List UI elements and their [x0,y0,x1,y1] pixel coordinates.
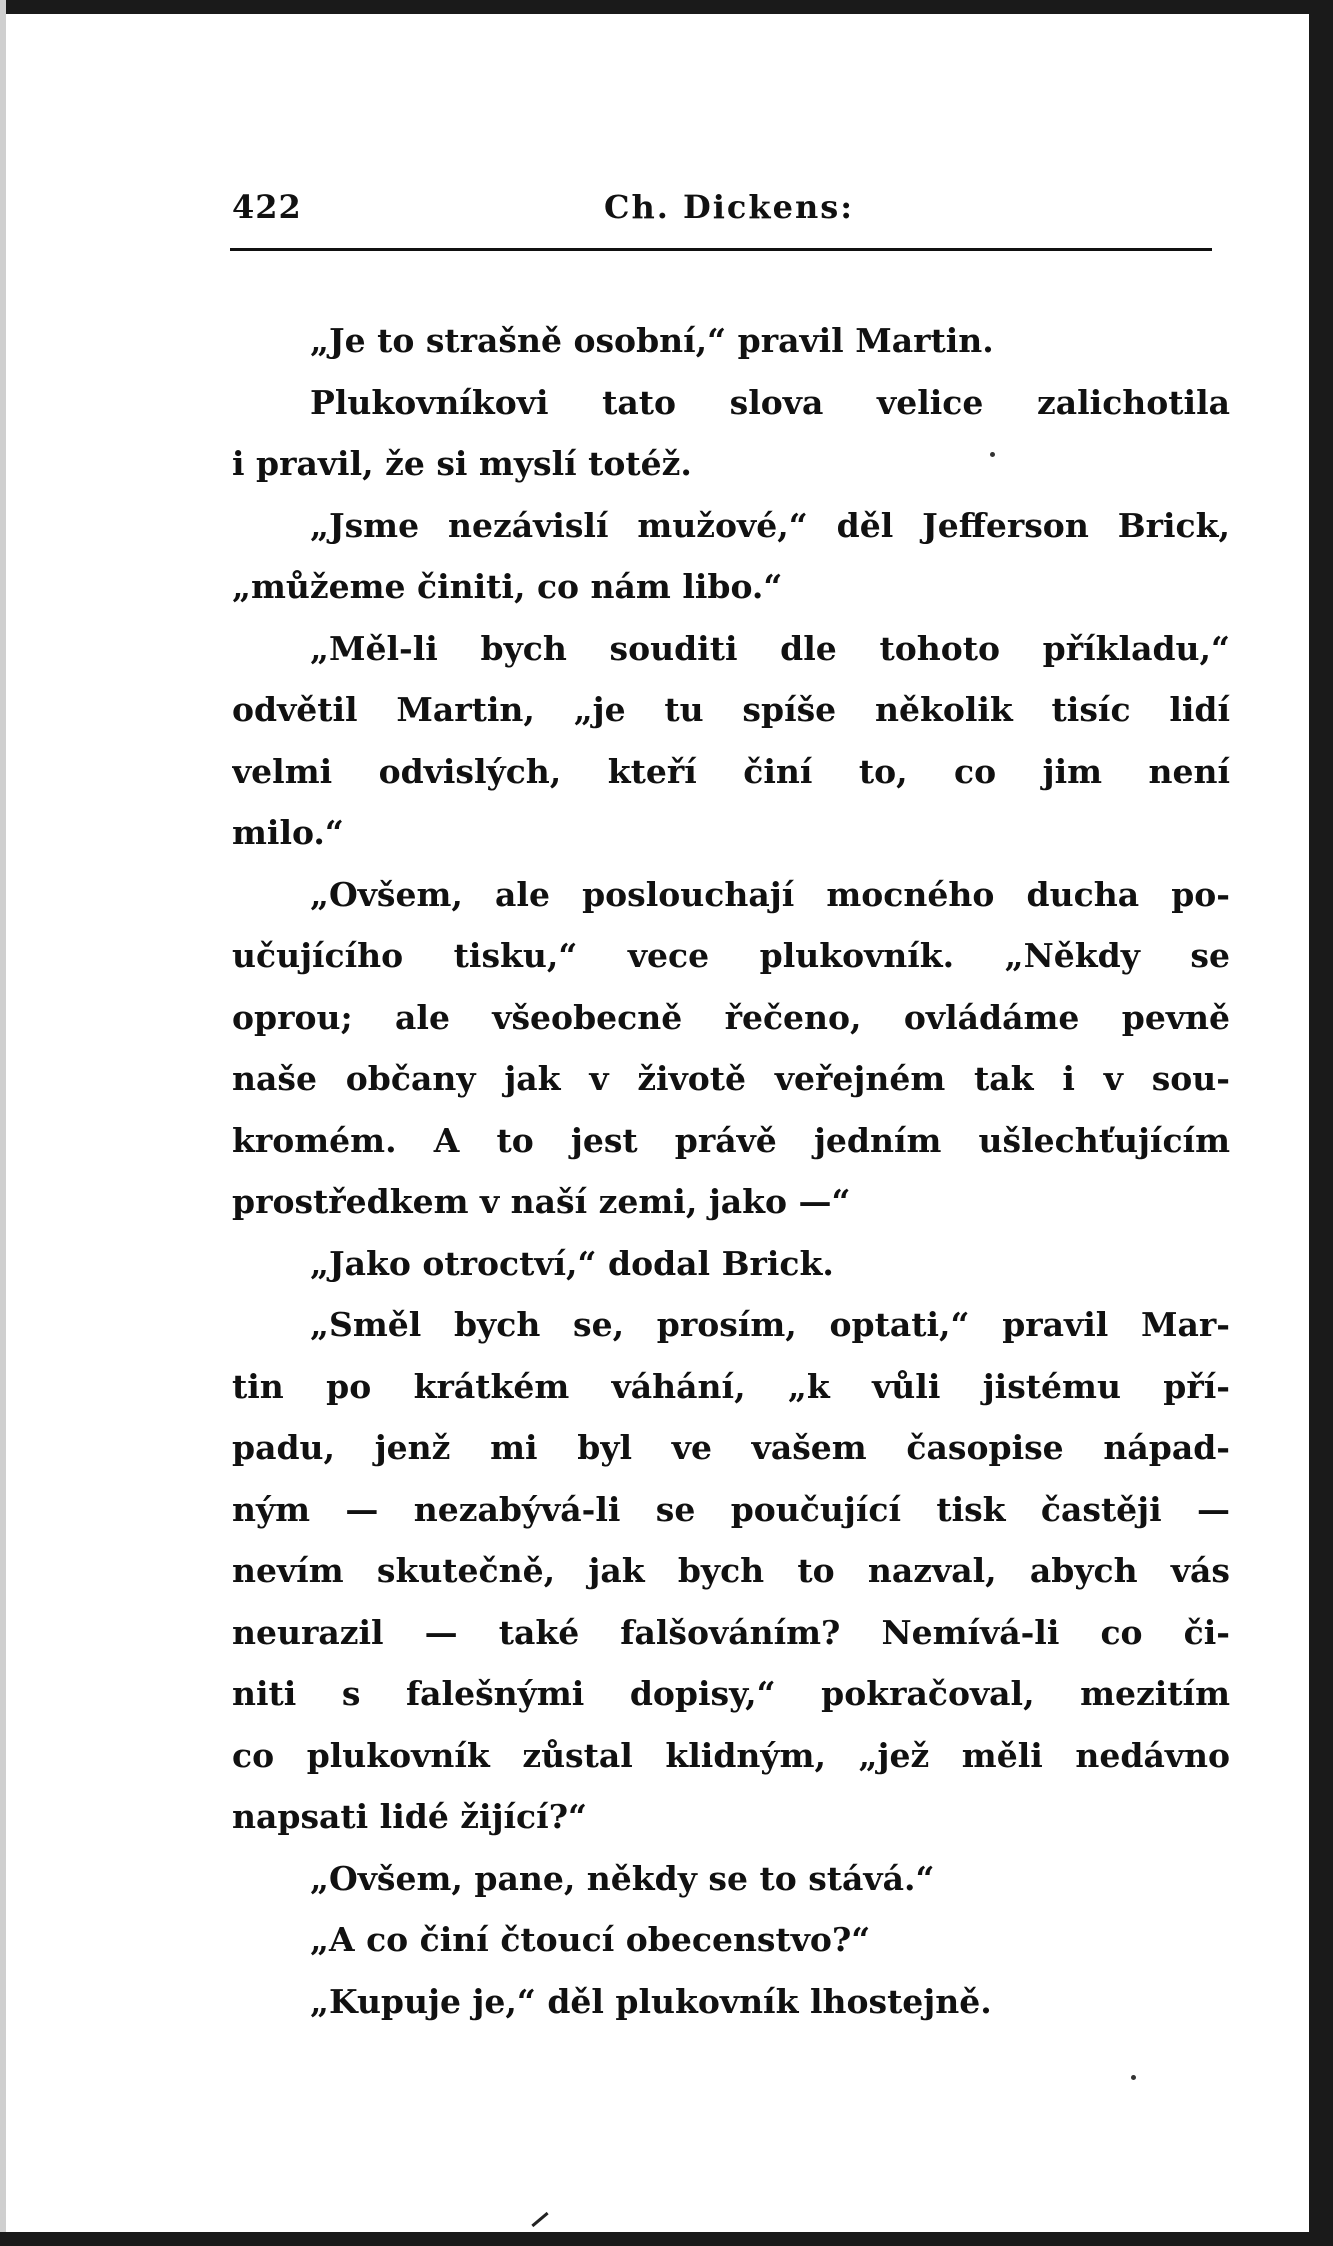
text-line: prostředkem v naší zemi, jako —“ [232,1182,851,1221]
page-header [232,180,1210,240]
text-line: nevím skutečně, jak bych to nazval, abych vás [232,1551,1230,1590]
text-line: tin po krátkém váhání, „k vůli jistému pří- [232,1366,1230,1406]
text-line: učujícího tisku,“ vece plukovník. „Někdy se [232,936,1230,975]
text-line: oprou; ale všeobecně řečeno, ovládáme pevně [232,997,1230,1037]
text-line: milo.“ [232,813,344,852]
text-line: „Je to strašně osobní,“ pravil Martin. [310,321,994,360]
text-line: „Směl bych se, prosím, optati,“ pravil Mar- [310,1305,1230,1344]
header-rule [230,248,1212,251]
text-line: neurazil — také falšováním? Nemívá-li co či- [232,1612,1230,1652]
text-line: i pravil, že si myslí totéž. [232,444,692,483]
text-line: ným — nezabývá-li se poučující tisk častěji — [232,1489,1230,1529]
text-line: niti s falešnými dopisy,“ pokračoval, mezitím [232,1674,1230,1713]
print-speck [1131,2075,1136,2080]
text-line: co plukovník zůstal klidným, „jež měli nedávno [232,1735,1230,1775]
text-line: velmi odvislých, kteří činí to, co jim není [232,751,1230,791]
text-line: „Kupuje je,“ děl plukovník lhostejně. [310,1981,992,2021]
body-text [232,310,1230,2032]
text-line: „můžeme činiti, co nám libo.“ [232,567,783,606]
text-line: „Měl-li bych souditi dle tohoto příkladu,“ [310,628,1230,668]
text-line: kromém. A to jest právě jedním ušlechťujícím [232,1120,1230,1160]
text-line: „Ovšem, ale poslouchají mocného ducha po- [310,874,1230,914]
running-head: Ch. Dickens: [604,188,855,226]
page-number: 422 [232,188,302,226]
scan-edge-right [1309,0,1333,2246]
text-line: „Ovšem, pane, někdy se to stává.“ [310,1858,935,1898]
scan-edge-bottom [0,2232,1333,2246]
text-line: „Jsme nezávislí mužové,“ děl Jefferson Brick, [310,505,1230,545]
text-line: odvětil Martin, „je tu spíše několik tisíc lidí [232,690,1230,729]
scan-edge-left [0,0,6,2246]
text-line: napsati lidé žijící?“ [232,1797,588,1836]
text-line: padu, jenž mi byl ve vašem časopise nápad- [232,1428,1230,1467]
scan-edge-top [0,0,1333,14]
text-line: Plukovníkovi tato slova velice zalichotila [310,382,1230,422]
text-line: „Jako otroctví,“ dodal Brick. [310,1243,834,1283]
print-speck [990,452,995,457]
text-line: naše občany jak v životě veřejném tak i v sou- [232,1059,1230,1098]
text-line: „A co činí čtoucí obecenstvo?“ [310,1920,871,1959]
pencil-mark [531,2212,548,2227]
